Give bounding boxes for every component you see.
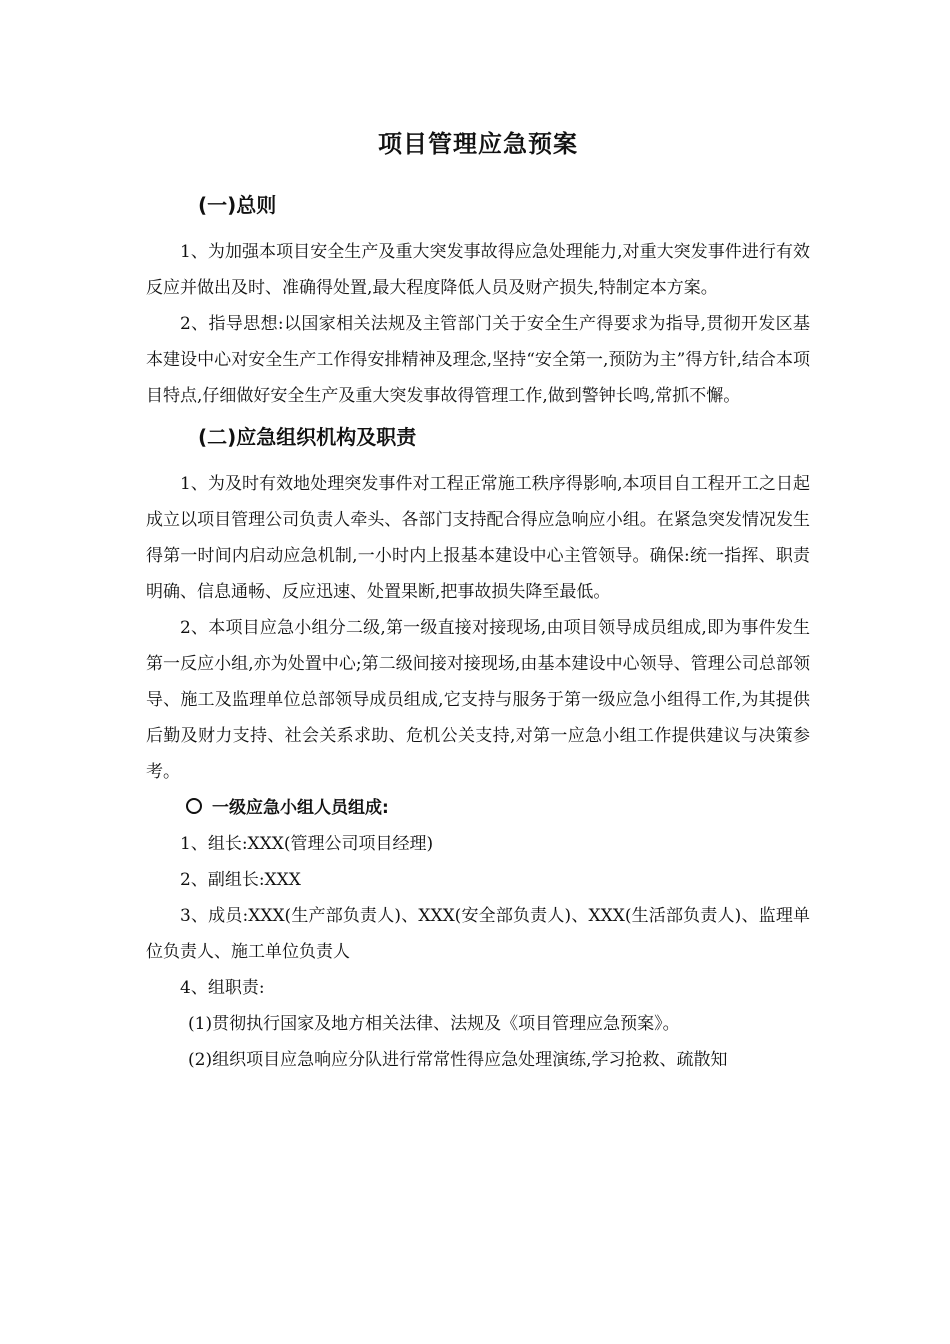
section-heading-general: (一)总则: [198, 193, 277, 217]
document-page: [146, 128, 810, 1078]
group-subheading-label: 一级应急小组人员组成:: [212, 798, 389, 818]
paragraph: 2、本项目应急小组分二级,第一级直接对接现场,由项目领导成员组成,即为事件发生第一反应小组,亦为处置中心;第二级间接对接现场,由基本建设中心领导、管理公司总部领导、施工及监理单位总部领导成员组成,它支持与服务于第一级应急小组得工作,为其提供后勤及财力支持、社会关系求助、危机公关支持,对第一应急小组工作提供建议与决策参考。: [146, 618, 810, 782]
section-heading-organization: (二)应急组织机构及职责: [198, 425, 417, 449]
list-item: 3、成员:XXX(生产部负责人)、XXX(安全部负责人)、XXX(生活部负责人)、监理单位负责人、施工单位负责人: [146, 906, 810, 962]
duty-item: (2)组织项目应急响应分队进行常常性得应急处理演练,学习抢救、疏散知: [188, 1050, 728, 1070]
list-item: 4、组职责:: [180, 978, 265, 998]
list-item: 1、组长:XXX(管理公司项目经理): [180, 834, 434, 854]
list-item: 2、副组长:XXX: [180, 870, 301, 890]
duty-item: (1)贯彻执行国家及地方相关法律、法规及《项目管理应急预案》。: [188, 1014, 680, 1034]
paragraph: 1、为及时有效地处理突发事件对工程正常施工秩序得影响,本项目自工程开工之日起成立以项目管理公司负责人牵头、各部门支持配合得应急响应小组。在紧急突发情况发生得第一时间内启动应急机制,一小时内上报基本建设中心主管领导。确保:统一指挥、职责明确、信息通畅、反应迅速、处置果断,把事故损失降至最低。: [146, 474, 810, 602]
document-title: 项目管理应急预案: [378, 130, 578, 158]
circle-bullet-icon: [186, 798, 202, 814]
paragraph: 1、为加强本项目安全生产及重大突发事故得应急处理能力,对重大突发事件进行有效反应并做出及时、准确得处置,最大程度降低人员及财产损失,特制定本方案。: [146, 242, 810, 298]
group-subheading: [186, 790, 810, 826]
paragraph: 2、指导思想:以国家相关法规及主管部门关于安全生产得要求为指导,贯彻开发区基本建设中心对安全生产工作得安排精神及理念,坚持“安全第一,预防为主”得方针,结合本项目特点,仔细做好安全生产及重大突发事故得管理工作,做到警钟长鸣,常抓不懈。: [146, 314, 810, 406]
